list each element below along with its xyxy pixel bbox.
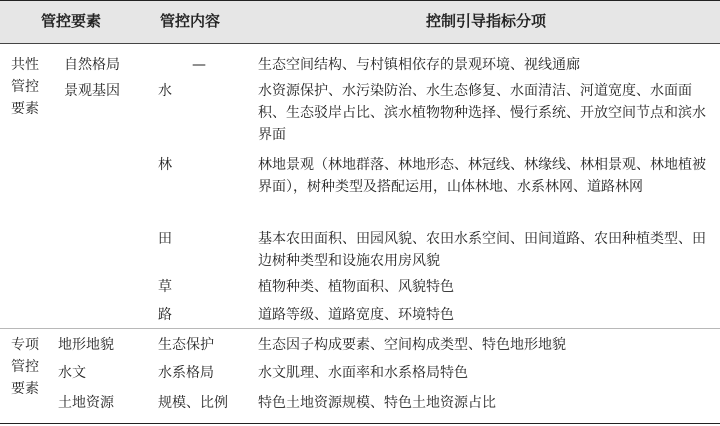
table-row-desc: 生态因子构成要素、空间构成类型、特色地形地貌 [258, 337, 566, 353]
header-control-content: 管控内容 [159, 12, 220, 30]
header-guidance-items: 控制引导指标分项 [425, 12, 546, 30]
table-row-content: 路 [158, 307, 172, 323]
table-row-element: 景观基因 [64, 83, 120, 99]
table-row-content: 林 [158, 157, 172, 173]
table-row-desc: 基本农田面积、田园风貌、农田水系空间、田间道路、农田种植类型、田边树种类型和设施农用房风貌 [258, 231, 706, 269]
section-divider [0, 328, 720, 329]
table-row-desc: 道路等级、道路宽度、环境特色 [258, 307, 454, 323]
table-row-desc: 生态空间结构、与村镇相依存的景观环境、视线通廊 [258, 57, 580, 73]
table-row-desc: 林地景观（林地群落、林地形态、林冠线、林缘线、林相景观、林地植被界面），树种类型及搭配运用，山体林地、水系林网、道路林网 [258, 157, 706, 195]
table-row-element: 水文 [58, 365, 86, 381]
table-row-desc: 植物种类、植物面积、风貌特色 [258, 279, 454, 295]
table-row-desc: 特色土地资源规模、特色土地资源占比 [258, 395, 496, 411]
table-row-desc: 水资源保护、水污染防治、水生态修复、水面清洁、河道宽度、水面面积、生态驳岸占比、滨水植物物种选择、慢行系统、开放空间节点和滨水界面 [258, 83, 706, 143]
table-row-content: 田 [158, 231, 172, 247]
table-row-element: 地形地貌 [58, 337, 114, 353]
table-bottom-rule [0, 423, 720, 424]
group-label-special: 专项管控要素 [11, 337, 39, 397]
header-control-element: 管控要素 [40, 12, 101, 30]
table-row-content: 水系格局 [158, 365, 214, 381]
table-row-content: 水 [158, 83, 172, 99]
group-label-common: 共性管控要素 [11, 57, 39, 117]
table-row-element: 自然格局 [64, 57, 120, 73]
table-row-content: 生态保护 [158, 337, 214, 353]
table-row-content: 规模、比例 [158, 395, 228, 411]
table-row-element: 土地资源 [58, 395, 114, 411]
table-row-content: — [192, 57, 206, 73]
table-row-desc: 水文肌理、水面率和水系格局特色 [258, 365, 468, 381]
table-row-content: 草 [158, 279, 172, 295]
